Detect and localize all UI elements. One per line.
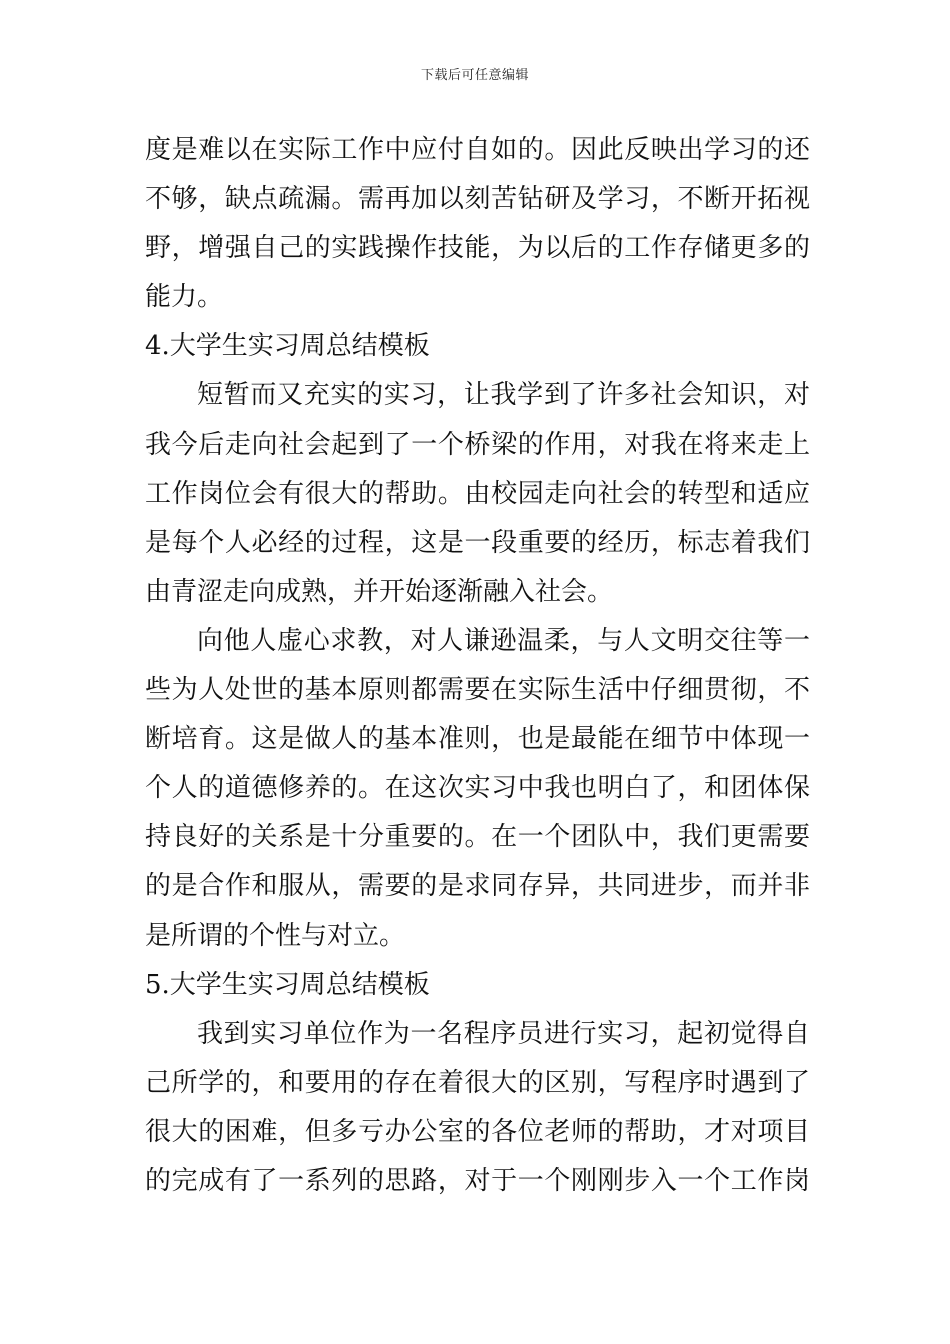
document-body <box>145 126 810 1206</box>
paragraph-line: 个人的道德修养的。在这次实习中我也明白了，和团体保 <box>145 773 810 804</box>
paragraph-line: 我今后走向社会起到了一个桥梁的作用，对我在将来走上 <box>145 429 810 460</box>
paragraph-line: 度是难以在实际工作中应付自如的。因此反映出学习的还 <box>145 135 810 165</box>
section-heading: 5.大学生实习周总结模板 <box>145 969 430 1000</box>
paragraph-line: 的完成有了一系列的思路，对于一个刚刚步入一个工作岗 <box>145 1165 810 1196</box>
paragraph-line: 是每个人必经的过程，这是一段重要的经历，标志着我们 <box>145 527 810 558</box>
paragraph-line: 向他人虚心求教，对人谦逊温柔，与人文明交往等一 <box>197 625 810 656</box>
header-note: 下载后可任意编辑 <box>420 68 529 83</box>
paragraph-line: 持良好的关系是十分重要的。在一个团队中，我们更需要 <box>145 822 810 853</box>
paragraph-line: 野，增强自己的实践操作技能，为以后的工作存储更多的 <box>145 233 810 264</box>
paragraph-line: 己所学的，和要用的存在着很大的区别，写程序时遇到了 <box>145 1067 810 1098</box>
paragraph-line: 断培育。这是做人的基本准则，也是最能在细节中体现一 <box>145 724 810 755</box>
paragraph-line: 不够，缺点疏漏。需再加以刻苦钻研及学习，不断开拓视 <box>145 184 810 215</box>
paragraph-line: 短暂而又充实的实习，让我学到了许多社会知识，对 <box>197 380 810 411</box>
section-heading: 4.大学生实习周总结模板 <box>145 331 430 362</box>
paragraph-line: 我到实习单位作为一名程序员进行实习，起初觉得自 <box>197 1018 810 1049</box>
paragraph-line: 能力。 <box>145 282 224 313</box>
paragraph-line: 工作岗位会有很大的帮助。由校园走向社会的转型和适应 <box>145 478 810 509</box>
paragraph-line: 由青涩走向成熟，并开始逐渐融入社会。 <box>145 576 614 607</box>
paragraph-line: 些为人处世的基本原则都需要在实际生活中仔细贯彻，不 <box>145 675 810 706</box>
paragraph-line: 的是合作和服从，需要的是求同存异，共同进步，而并非 <box>145 871 810 902</box>
paragraph-line: 是所谓的个性与对立。 <box>145 920 406 951</box>
paragraph-line: 很大的困难，但多亏办公室的各位老师的帮助，才对项目 <box>145 1116 810 1147</box>
